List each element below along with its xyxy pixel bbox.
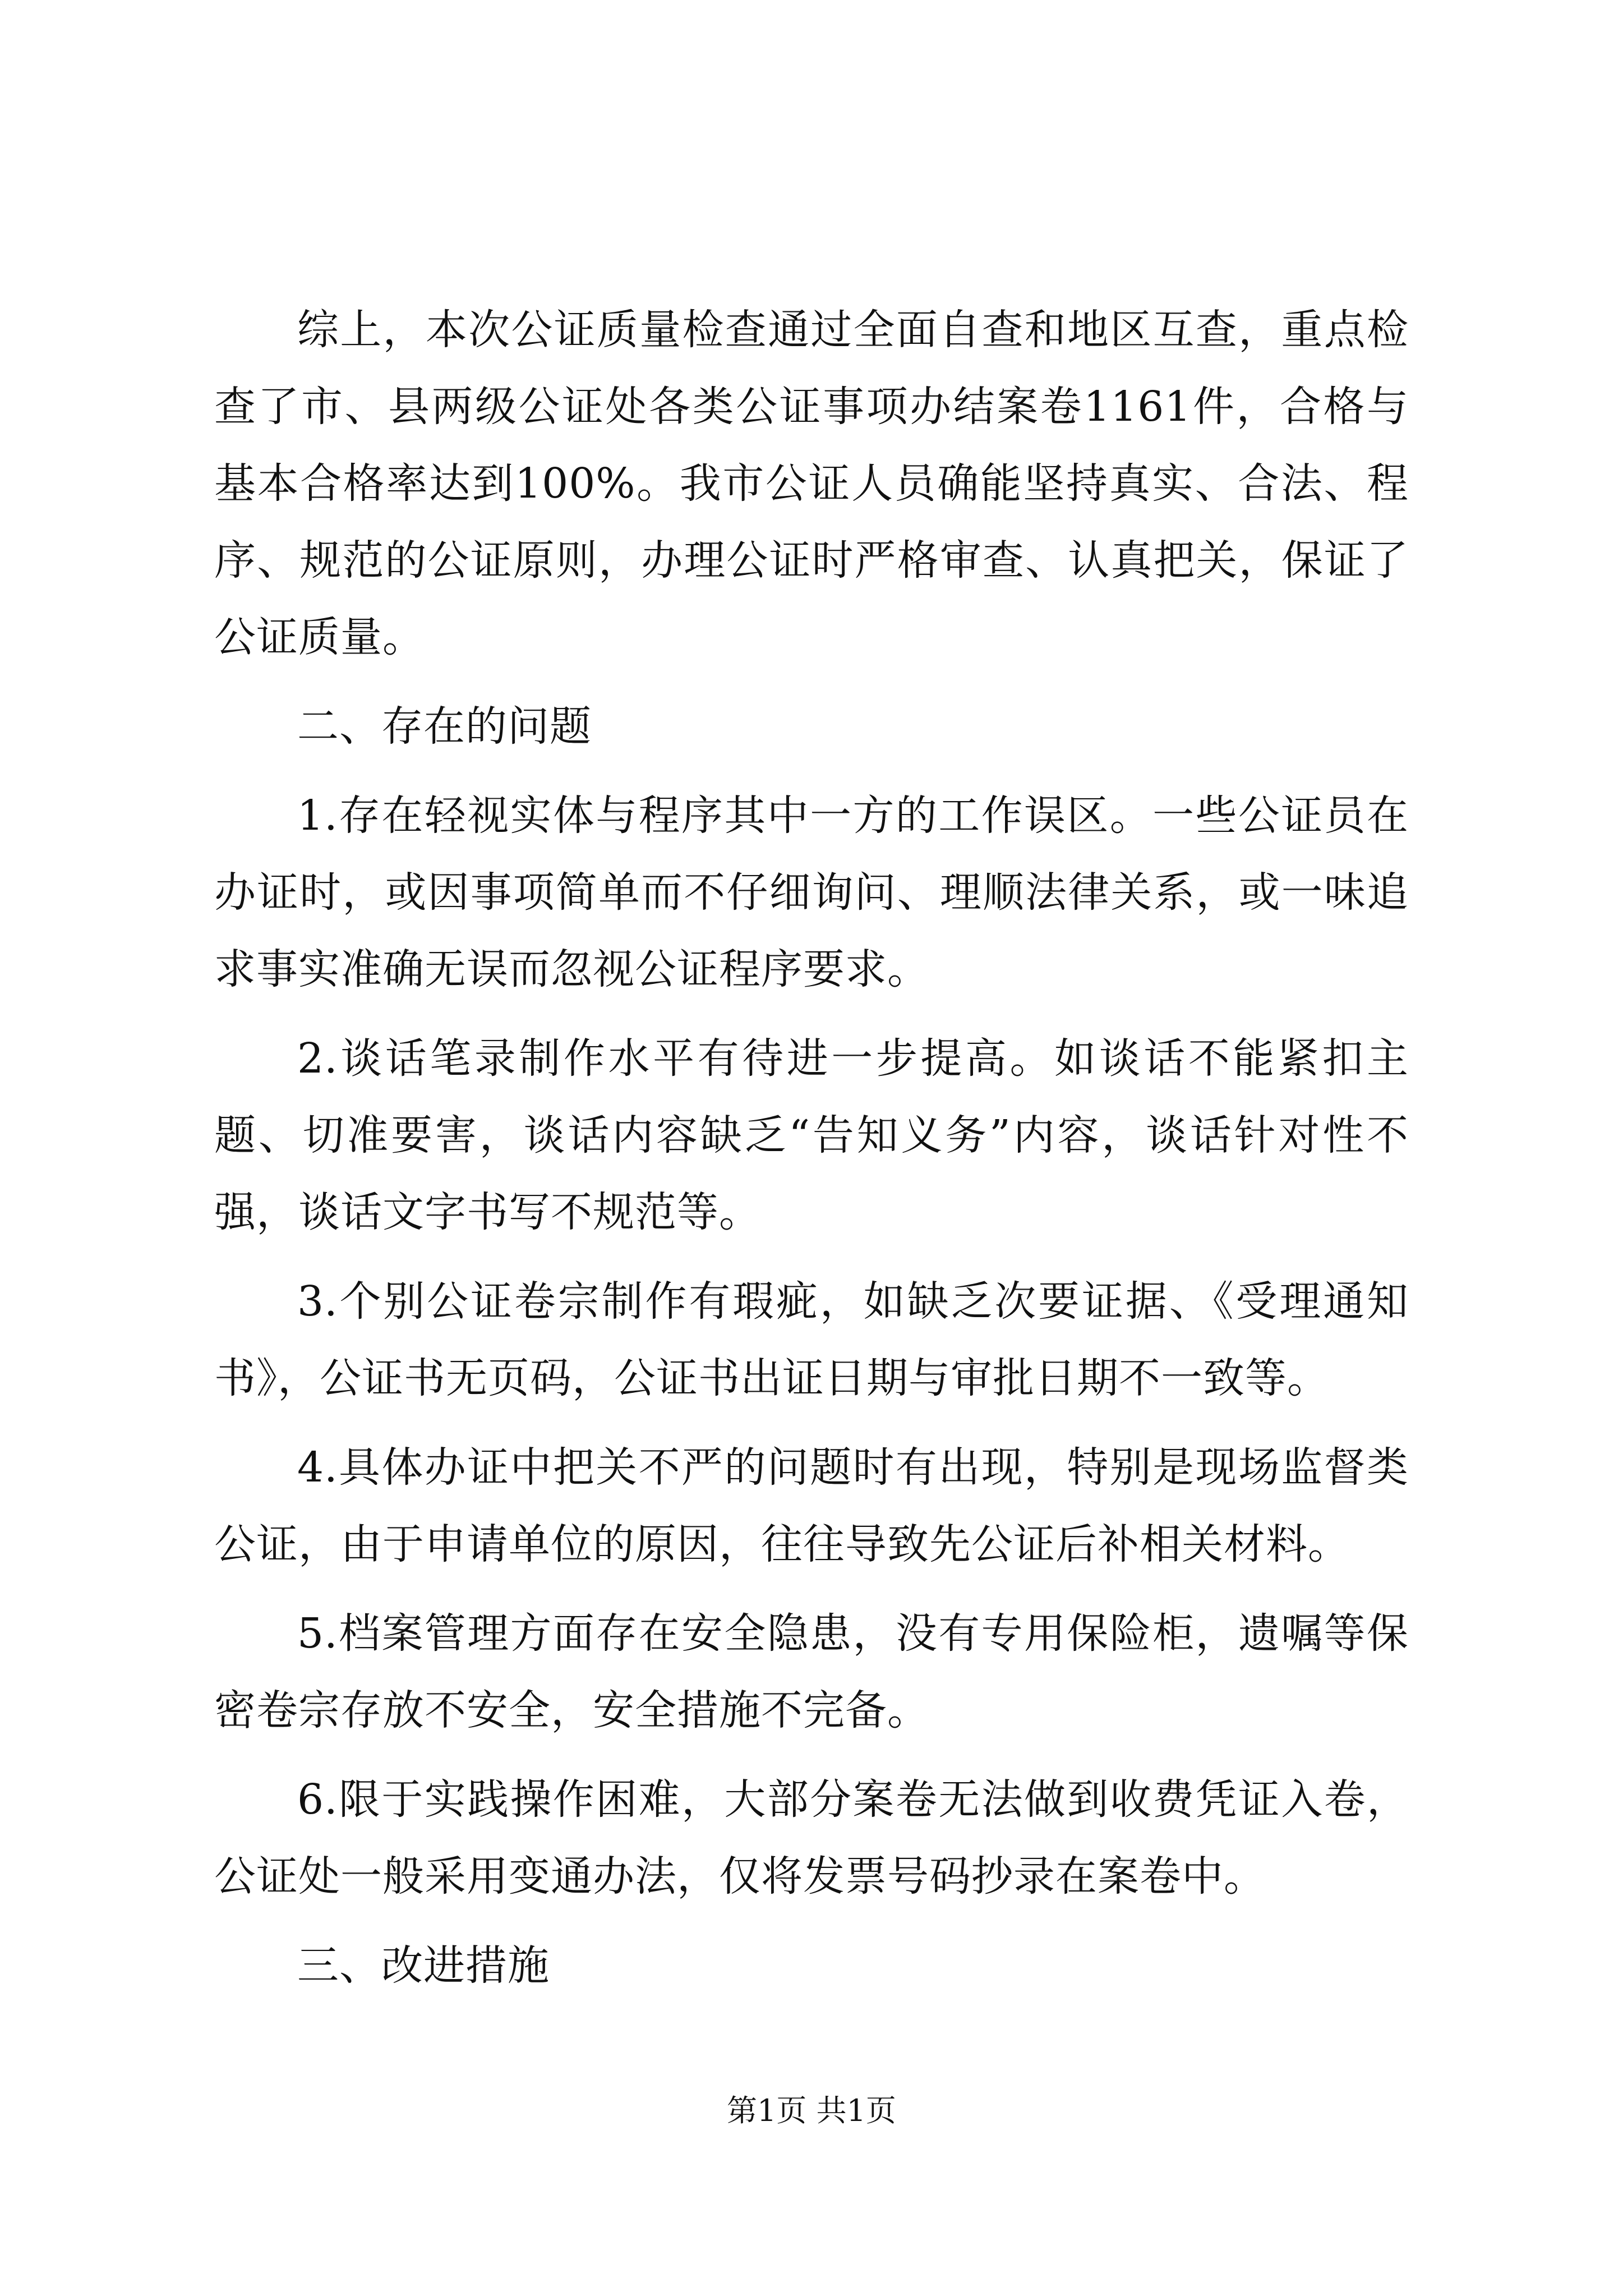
paragraph-issue-2: 2.谈话笔录制作水平有待进一步提高。如谈话不能紧扣主题、切准要害，谈话内容缺乏“告知义务”内容，谈话针对性不强，谈话文字书写不规范等。 (214, 1034, 1409, 1236)
paragraph-summary: 综上，本次公证质量检查通过全面自查和地区互查，重点检查了市、县两级公证处各类公证事项办结案卷1161件，合格与基本合格率达到100%。我市公证人员确能坚持真实、合法、程序、规范的公证原则，办理公证时严格审查、认真把关，保证了公证质量。 (214, 306, 1409, 661)
section-heading-problems: 二、存在的问题 (297, 702, 592, 751)
document-body (214, 292, 1409, 2017)
paragraph-issue-4: 4.具体办证中把关不严的问题时有出现，特别是现场监督类公证，由于申请单位的原因，往往导致先公证后补相关材料。 (214, 1443, 1409, 1568)
page-footer: 第1页 共1页 (727, 2093, 896, 2128)
paragraph-issue-5: 5.档案管理方面存在安全隐患，没有专用保险柜，遗嘱等保密卷宗存放不安全，安全措施不完备。 (214, 1609, 1409, 1734)
section-heading-improvements: 三、改进措施 (297, 1941, 550, 1990)
paragraph-issue-3: 3.个别公证卷宗制作有瑕疵，如缺乏次要证据、《受理通知书》，公证书无页码，公证书出证日期与审批日期不一致等。 (214, 1277, 1409, 1402)
paragraph-issue-6: 6.限于实践操作困难，大部分案卷无法做到收费凭证入卷，公证处一般采用变通办法，仅将发票号码抄录在案卷中。 (214, 1775, 1409, 1901)
paragraph-issue-1: 1.存在轻视实体与程序其中一方的工作误区。一些公证员在办证时，或因事项简单而不仔细询问、理顺法律关系，或一味追求事实准确无误而忽视公证程序要求。 (214, 792, 1409, 993)
